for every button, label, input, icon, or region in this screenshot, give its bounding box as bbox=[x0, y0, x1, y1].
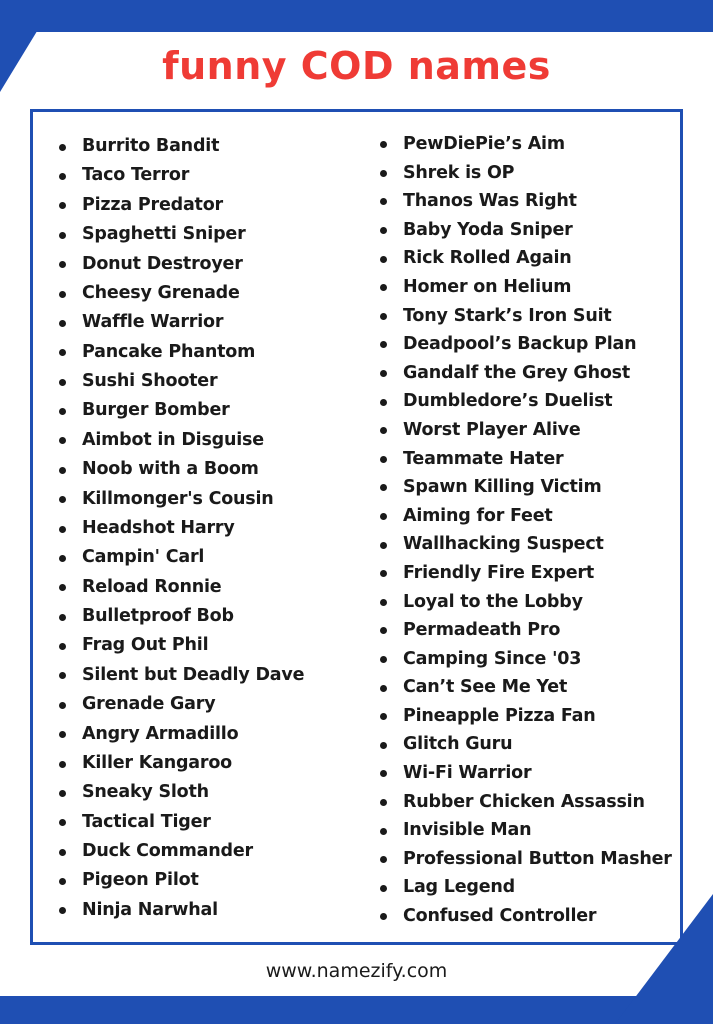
list-item bbox=[378, 730, 678, 759]
list-item-label: Tony Stark’s Iron Suit bbox=[403, 305, 612, 326]
bullet-icon bbox=[380, 399, 387, 406]
list-item bbox=[378, 330, 678, 359]
list-item bbox=[378, 159, 678, 188]
bullet-icon bbox=[380, 799, 387, 806]
list-item-label: Rick Rolled Again bbox=[403, 248, 572, 269]
list-item bbox=[378, 416, 678, 445]
list-item bbox=[378, 788, 678, 817]
bullet-icon bbox=[59, 437, 66, 444]
footer-website: www.namezify.com bbox=[265, 960, 448, 982]
list-item-label: Pineapple Pizza Fan bbox=[403, 705, 596, 726]
list-item bbox=[57, 778, 347, 807]
list-item bbox=[57, 308, 347, 337]
bullet-icon bbox=[380, 284, 387, 291]
list-item bbox=[378, 473, 678, 502]
list-item bbox=[378, 273, 678, 302]
list-item bbox=[378, 588, 678, 617]
list-item-label: Loyal to the Lobby bbox=[403, 591, 583, 612]
bullet-icon bbox=[59, 907, 66, 914]
bullet-icon bbox=[380, 885, 387, 892]
bullet-icon bbox=[59, 878, 66, 885]
list-item bbox=[57, 396, 347, 425]
bullet-icon bbox=[59, 526, 66, 533]
list-item-label: Duck Commander bbox=[82, 841, 253, 861]
list-item-label: Killmonger's Cousin bbox=[82, 488, 274, 509]
list-item bbox=[57, 749, 347, 778]
list-item-label: Tactical Tiger bbox=[82, 811, 211, 832]
list-item-label: Permadeath Pro bbox=[403, 620, 561, 641]
list-item-label: Wi-Fi Warrior bbox=[403, 763, 532, 784]
list-item-label: Frag Out Phil bbox=[82, 635, 209, 656]
list-item bbox=[57, 250, 347, 279]
bullet-icon bbox=[380, 570, 387, 577]
list-item-label: Wallhacking Suspect bbox=[403, 534, 604, 555]
bullet-icon bbox=[59, 349, 66, 356]
list-item-label: Confused Controller bbox=[403, 906, 597, 927]
list-item bbox=[57, 455, 347, 484]
bullet-icon bbox=[59, 496, 66, 503]
list-item-label: Sneaky Sloth bbox=[82, 782, 209, 803]
bullet-icon bbox=[59, 232, 66, 239]
list-item-label: Friendly Fire Expert bbox=[403, 562, 594, 583]
bullet-icon bbox=[59, 291, 66, 298]
names-list-right-column bbox=[378, 130, 678, 931]
list-item bbox=[378, 759, 678, 788]
bullet-icon bbox=[380, 370, 387, 377]
list-item-label: Donut Destroyer bbox=[82, 253, 243, 274]
bullet-icon bbox=[380, 599, 387, 606]
list-item bbox=[378, 845, 678, 874]
bullet-icon bbox=[380, 770, 387, 777]
list-item-label: Killer Kangaroo bbox=[82, 752, 232, 773]
list-item bbox=[57, 690, 347, 719]
list-item bbox=[378, 673, 678, 702]
list-item-label: Rubber Chicken Assassin bbox=[403, 791, 645, 812]
bullet-icon bbox=[59, 173, 66, 180]
bullet-icon bbox=[59, 643, 66, 650]
bullet-icon bbox=[59, 202, 66, 209]
page-title: funny COD names bbox=[162, 44, 551, 88]
list-item bbox=[378, 359, 678, 388]
list-item-label: Homer on Helium bbox=[403, 276, 572, 297]
list-item-label: Angry Armadillo bbox=[82, 723, 239, 744]
list-item-label: Glitch Guru bbox=[403, 734, 513, 755]
bullet-icon bbox=[59, 819, 66, 826]
list-item bbox=[57, 837, 347, 866]
list-item-label: Waffle Warrior bbox=[82, 312, 224, 333]
bullet-icon bbox=[59, 144, 66, 151]
top-blue-band bbox=[0, 0, 713, 32]
list-item-label: Lag Legend bbox=[403, 877, 515, 898]
names-list-frame bbox=[30, 109, 683, 945]
bullet-icon bbox=[380, 427, 387, 434]
bullet-icon bbox=[59, 555, 66, 562]
bullet-icon bbox=[59, 379, 66, 386]
list-item-label: Invisible Man bbox=[403, 820, 532, 841]
list-item bbox=[378, 187, 678, 216]
list-item-label: Cheesy Grenade bbox=[82, 282, 240, 303]
bullet-icon bbox=[380, 713, 387, 720]
list-item bbox=[57, 661, 347, 690]
bullet-icon bbox=[380, 484, 387, 491]
bullet-icon bbox=[59, 790, 66, 797]
bullet-icon bbox=[59, 731, 66, 738]
bullet-icon bbox=[380, 856, 387, 863]
bullet-icon bbox=[380, 913, 387, 920]
list-item-label: Dumbledore’s Duelist bbox=[403, 391, 613, 412]
list-item bbox=[57, 866, 347, 895]
bullet-icon bbox=[380, 828, 387, 835]
list-item bbox=[378, 559, 678, 588]
list-item bbox=[378, 645, 678, 674]
bullet-icon bbox=[380, 198, 387, 205]
list-item-label: Shrek is OP bbox=[403, 162, 515, 183]
list-item-label: Taco Terror bbox=[82, 165, 190, 186]
list-item-label: Burrito Bandit bbox=[82, 136, 220, 156]
list-item-label: Sushi Shooter bbox=[82, 371, 218, 391]
list-item-label: Worst Player Alive bbox=[403, 419, 581, 440]
bullet-icon bbox=[380, 742, 387, 749]
list-item bbox=[378, 445, 678, 474]
list-item-label: Can’t See Me Yet bbox=[403, 677, 568, 698]
list-item bbox=[57, 132, 347, 161]
bottom-blue-band bbox=[0, 996, 713, 1024]
bullet-icon bbox=[59, 849, 66, 856]
list-item bbox=[57, 896, 347, 925]
list-item bbox=[57, 338, 347, 367]
bullet-icon bbox=[380, 685, 387, 692]
bullet-icon bbox=[380, 542, 387, 549]
list-item-label: Aiming for Feet bbox=[403, 505, 553, 526]
list-item-label: Deadpool’s Backup Plan bbox=[403, 334, 637, 355]
bullet-icon bbox=[380, 227, 387, 234]
bullet-icon bbox=[380, 656, 387, 663]
bullet-icon bbox=[59, 672, 66, 679]
list-item bbox=[378, 387, 678, 416]
list-item bbox=[57, 543, 347, 572]
list-item-label: Spawn Killing Victim bbox=[403, 477, 602, 498]
bullet-icon bbox=[59, 467, 66, 474]
bullet-icon bbox=[380, 341, 387, 348]
bullet-icon bbox=[59, 761, 66, 768]
list-item bbox=[57, 367, 347, 396]
list-item-label: Gandalf the Grey Ghost bbox=[403, 362, 631, 383]
list-item bbox=[57, 485, 347, 514]
bullet-icon bbox=[380, 513, 387, 520]
list-item bbox=[57, 191, 347, 220]
bullet-icon bbox=[59, 584, 66, 591]
bullet-icon bbox=[380, 313, 387, 320]
list-item bbox=[378, 702, 678, 731]
list-item-label: Spaghetti Sniper bbox=[82, 224, 246, 245]
list-item bbox=[378, 244, 678, 273]
list-item bbox=[378, 130, 678, 159]
list-item-label: Reload Ronnie bbox=[82, 576, 222, 597]
bullet-icon bbox=[59, 261, 66, 268]
bullet-icon bbox=[380, 456, 387, 463]
list-item-label: Pigeon Pilot bbox=[82, 870, 199, 891]
list-item-label: Teammate Hater bbox=[403, 448, 564, 469]
list-item bbox=[57, 426, 347, 455]
bullet-icon bbox=[59, 614, 66, 621]
list-item bbox=[57, 514, 347, 543]
bullet-icon bbox=[380, 627, 387, 634]
list-item bbox=[378, 216, 678, 245]
list-item-label: Thanos Was Right bbox=[403, 191, 577, 212]
list-item bbox=[378, 302, 678, 331]
list-item-label: Bulletproof Bob bbox=[82, 606, 234, 626]
list-item bbox=[57, 631, 347, 660]
list-item bbox=[378, 502, 678, 531]
list-item bbox=[378, 816, 678, 845]
list-item-label: Pizza Predator bbox=[82, 194, 223, 215]
bullet-icon bbox=[59, 702, 66, 709]
list-item-label: Ninja Narwhal bbox=[82, 899, 218, 920]
bullet-icon bbox=[380, 141, 387, 148]
list-item-label: Camping Since '03 bbox=[403, 648, 582, 669]
list-item bbox=[378, 530, 678, 559]
list-item bbox=[57, 279, 347, 308]
bullet-icon bbox=[59, 320, 66, 327]
names-list-left-column bbox=[57, 132, 347, 925]
list-item bbox=[57, 573, 347, 602]
list-item-label: Campin' Carl bbox=[82, 547, 205, 568]
bullet-icon bbox=[380, 256, 387, 263]
bullet-icon bbox=[59, 408, 66, 415]
bottom-right-corner-decoration bbox=[615, 894, 713, 1024]
list-item-label: Baby Yoda Sniper bbox=[403, 219, 573, 240]
list-item-label: Burger Bomber bbox=[82, 400, 230, 421]
list-item-label: Pancake Phantom bbox=[82, 341, 256, 362]
list-item bbox=[57, 808, 347, 837]
list-item-label: Silent but Deadly Dave bbox=[82, 664, 305, 685]
list-item bbox=[378, 616, 678, 645]
list-item bbox=[57, 720, 347, 749]
list-item bbox=[57, 161, 347, 190]
list-item-label: Noob with a Boom bbox=[82, 459, 259, 480]
list-item-label: Professional Button Masher bbox=[403, 848, 672, 869]
list-item-label: Aimbot in Disguise bbox=[82, 429, 264, 450]
list-item bbox=[57, 602, 347, 631]
list-item-label: PewDiePie’s Aim bbox=[403, 134, 565, 154]
list-item-label: Headshot Harry bbox=[82, 517, 235, 538]
bullet-icon bbox=[380, 170, 387, 177]
list-item-label: Grenade Gary bbox=[82, 694, 216, 715]
list-item bbox=[57, 220, 347, 249]
